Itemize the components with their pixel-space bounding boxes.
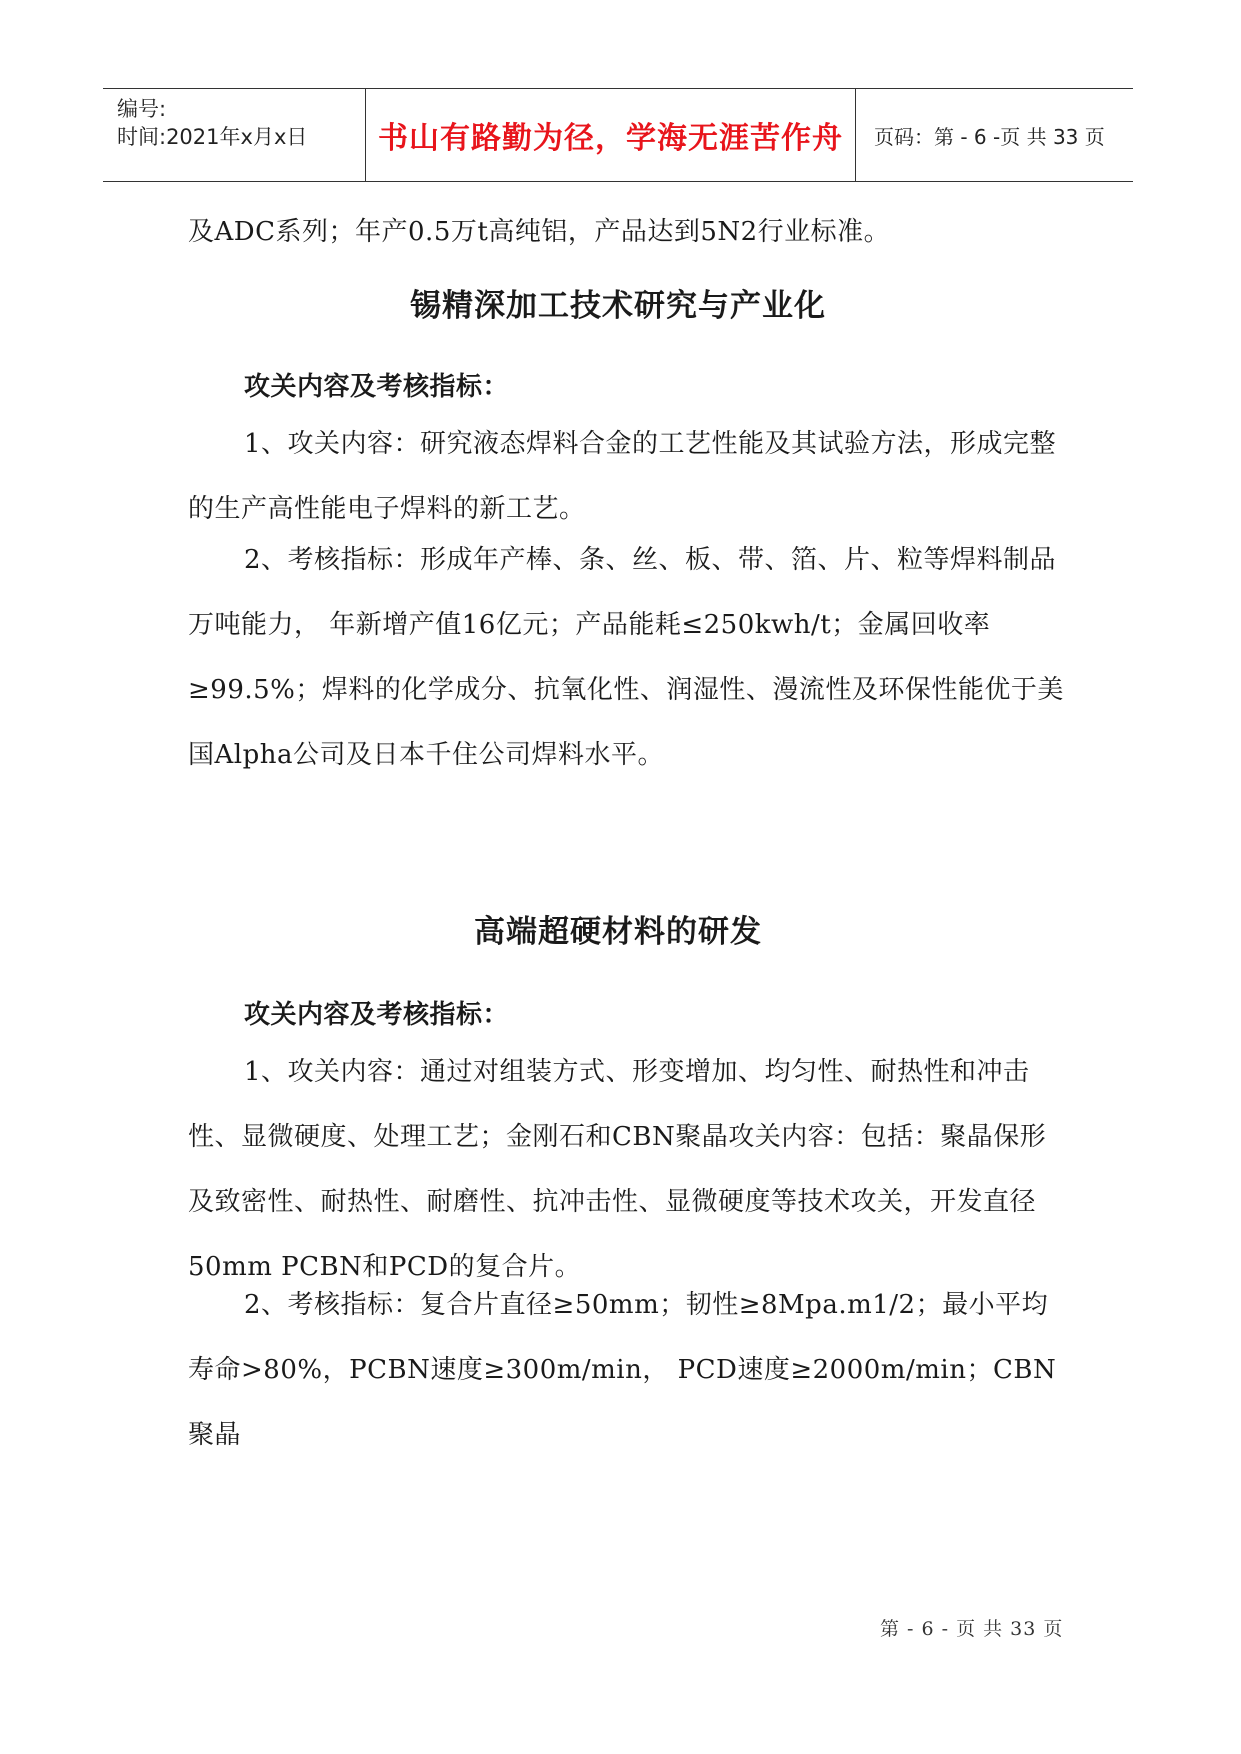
date-label: 时间:2021年x月x日 xyxy=(117,125,308,149)
intro-paragraph: 及ADC系列；年产0.5万t高纯铝，产品达到5N2行业标准。 xyxy=(188,217,891,247)
header-page-cell xyxy=(856,89,1133,181)
header-info-cell xyxy=(103,89,366,181)
section-title-superhard: 高端超硬材料的研发 xyxy=(474,914,762,950)
page-code: 页码：第 - 6 -页 共 33 页 xyxy=(874,124,1105,149)
section-title-tin: 锡精深加工技术研究与产业化 xyxy=(410,288,826,324)
section-subtitle-tin: 攻关内容及考核指标： xyxy=(244,372,510,402)
tin-indicator-paragraph: 2、考核指标：形成年产棒、条、丝、板、带、箔、片、粒等焊料制品万吨能力， 年新增产值16亿元；产品能耗≤250kwh/t；金属回收率≥99.5%；焊料的化学成分、抗氧化性、润湿性、漫流性及环保性能优于美国Alpha公司及日本千住公司焊料水平。 xyxy=(188,545,1064,770)
tin-content-paragraph: 1、攻关内容：研究液态焊料合金的工艺性能及其试验方法，形成完整的生产高性能电子焊料的新工艺。 xyxy=(188,429,1057,524)
motto-text: 书山有路勤为径，学海无涯苦作舟 xyxy=(378,121,843,156)
page-footer: 第 - 6 - 页 共 33 页 xyxy=(880,1618,1064,1640)
superhard-indicator-paragraph: 2、考核指标：复合片直径≥50mm；韧性≥8Mpa.m1/2；最小平均寿命>80%，PCBN速度≥300m/min， PCD速度≥2000m/min；CBN聚晶 xyxy=(188,1290,1057,1450)
header-motto-cell xyxy=(366,89,856,181)
section-subtitle-superhard: 攻关内容及考核指标： xyxy=(244,1000,510,1030)
serial-number-label: 编号: xyxy=(117,97,167,121)
document-header xyxy=(103,88,1133,182)
superhard-content-paragraph: 1、攻关内容：通过对组装方式、形变增加、均匀性、耐热性和冲击性、显微硬度、处理工艺；金刚石和CBN聚晶攻关内容：包括：聚晶保形及致密性、耐热性、耐磨性、抗冲击性、显微硬度等技术攻关，开发直径50mm PCBN和PCD的复合片。 xyxy=(188,1057,1047,1282)
